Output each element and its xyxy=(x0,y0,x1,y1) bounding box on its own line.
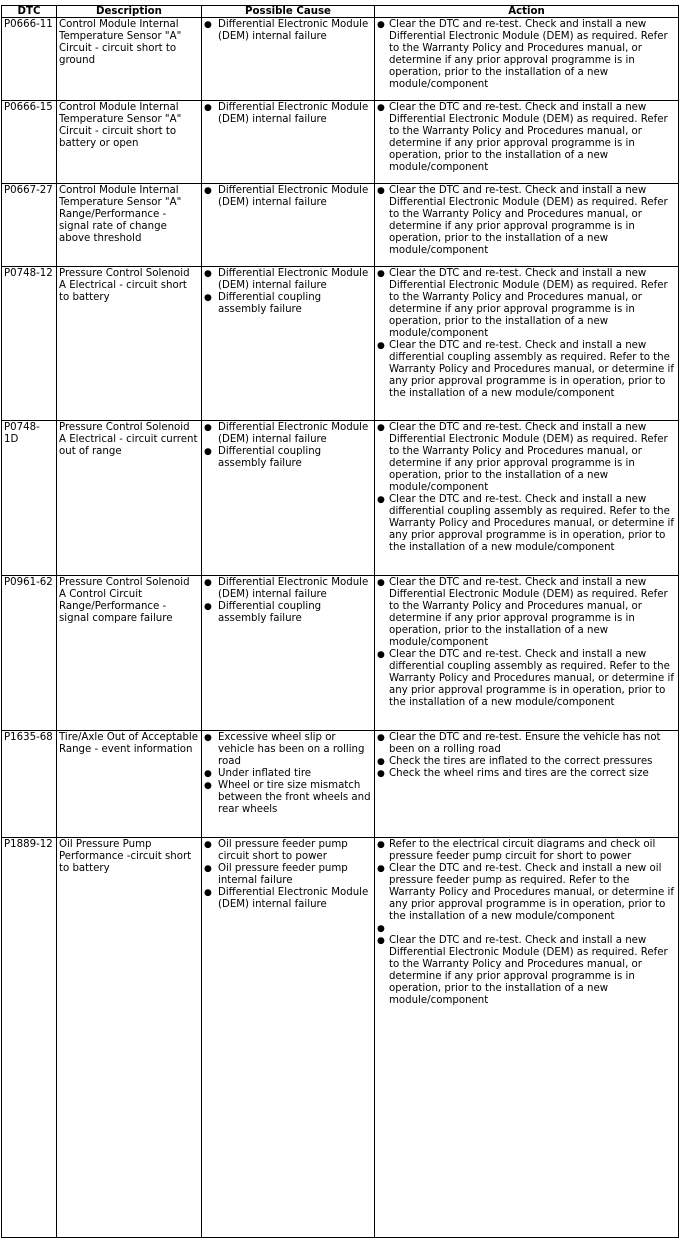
dtc-table xyxy=(1,5,679,1238)
header-row xyxy=(2,6,679,18)
action-item: ● Clear the DTC and re-test. Check and install a new differential coupling assembly as required. Refer to the Warranty Policy and Procedures manual, or determine if any prior approval programme is in operation, prior to the installation of a new module/component xyxy=(377,494,676,554)
action-item: ● Clear the DTC and re-test. Check and install a new Differential Electronic Module (DEM) as required. Refer to the Warranty Policy and Procedures manual, or determine if any prior approval programme is in operation, prior to the installation of a new module/component xyxy=(377,19,676,91)
cause-list xyxy=(204,732,372,816)
possible-cause-cell xyxy=(202,838,375,1238)
header-dtc: DTC xyxy=(2,6,57,18)
possible-cause-cell xyxy=(202,184,375,267)
cause-item: ● Differential Electronic Module (DEM) internal failure xyxy=(204,102,372,126)
action-item: ● Clear the DTC and re-test. Check and install a new Differential Electronic Module (DEM) as required. Refer to the Warranty Policy and Procedures manual, or determine if any prior approval programme is in operation, prior to the installation of a new module/component xyxy=(377,185,676,257)
cause-item: ● Wheel or tire size mismatch between the front wheels and rear wheels xyxy=(204,780,372,816)
possible-cause-cell xyxy=(202,421,375,576)
cause-item: ● Oil pressure feeder pump internal failure xyxy=(204,863,372,887)
action-list xyxy=(377,19,676,91)
cause-item: ● Oil pressure feeder pump circuit short to power xyxy=(204,839,372,863)
action-item: ● Clear the DTC and re-test. Check and install a new differential coupling assembly as required. Refer to the Warranty Policy and Procedures manual, or determine if any prior approval programme is in operation, prior to the installation of a new module/component xyxy=(377,340,676,400)
dtc-code: P1889-12 xyxy=(2,838,57,1238)
action-item: ● Clear the DTC and re-test. Check and install a new oil pressure feeder pump as required. Refer to the Warranty Policy and Procedures manual, or determine if any prior approval programme is in operation, prior to the installation of a new module/component xyxy=(377,863,676,923)
action-item: ● Check the wheel rims and tires are the correct size xyxy=(377,768,676,780)
table-row xyxy=(2,101,679,184)
table-row xyxy=(2,18,679,101)
cause-item: ● Differential Electronic Module (DEM) internal failure xyxy=(204,577,372,601)
action-item: ● Clear the DTC and re-test. Check and install a new Differential Electronic Module (DEM) as required. Refer to the Warranty Policy and Procedures manual, or determine if any prior approval programme is in operation, prior to the installation of a new module/component xyxy=(377,935,676,1007)
table-body xyxy=(2,18,679,1238)
action-cell xyxy=(375,101,679,184)
action-cell xyxy=(375,184,679,267)
action-item: ● Clear the DTC and re-test. Check and install a new differential coupling assembly as required. Refer to the Warranty Policy and Procedures manual, or determine if any prior approval programme is in operation, prior to the installation of a new module/component xyxy=(377,649,676,709)
action-item: ● Clear the DTC and re-test. Check and install a new Differential Electronic Module (DEM) as required. Refer to the Warranty Policy and Procedures manual, or determine if any prior approval programme is in operation, prior to the installation of a new module/component xyxy=(377,102,676,174)
table-row xyxy=(2,731,679,838)
action-list xyxy=(377,268,676,400)
table-row xyxy=(2,267,679,421)
dtc-description: Control Module Internal Temperature Sensor "A" Circuit - circuit short to battery or open xyxy=(57,101,202,184)
dtc-code: P0666-15 xyxy=(2,101,57,184)
dtc-description: Tire/Axle Out of Acceptable Range - event information xyxy=(57,731,202,838)
dtc-description: Pressure Control Solenoid A Electrical - circuit short to battery xyxy=(57,267,202,421)
dtc-description: Control Module Internal Temperature Sensor "A" Circuit - circuit short to ground xyxy=(57,18,202,101)
action-list xyxy=(377,839,676,1007)
cause-item: ● Differential coupling assembly failure xyxy=(204,446,372,470)
table-row xyxy=(2,421,679,576)
possible-cause-cell xyxy=(202,731,375,838)
cause-list xyxy=(204,268,372,316)
possible-cause-cell xyxy=(202,267,375,421)
cause-item: ● Differential Electronic Module (DEM) internal failure xyxy=(204,268,372,292)
action-item: ● Clear the DTC and re-test. Check and install a new Differential Electronic Module (DEM) as required. Refer to the Warranty Policy and Procedures manual, or determine if any prior approval programme is in operation, prior to the installation of a new module/component xyxy=(377,422,676,494)
action-cell xyxy=(375,731,679,838)
cause-item: ● Differential Electronic Module (DEM) internal failure xyxy=(204,19,372,43)
action-cell xyxy=(375,18,679,101)
cause-list xyxy=(204,185,372,209)
cause-item: ● Differential coupling assembly failure xyxy=(204,601,372,625)
dtc-code: P0748-12 xyxy=(2,267,57,421)
action-item: ● Clear the DTC and re-test. Check and install a new Differential Electronic Module (DEM) as required. Refer to the Warranty Policy and Procedures manual, or determine if any prior approval programme is in operation, prior to the installation of a new module/component xyxy=(377,268,676,340)
dtc-code: P0666-11 xyxy=(2,18,57,101)
dtc-description: Pressure Control Solenoid A Control Circuit Range/Performance - signal compare failure xyxy=(57,576,202,731)
possible-cause-cell xyxy=(202,576,375,731)
cause-item: ● Under inflated tire xyxy=(204,768,372,780)
cause-list xyxy=(204,102,372,126)
dtc-code: P0961-62 xyxy=(2,576,57,731)
action-list xyxy=(377,732,676,780)
action-cell xyxy=(375,267,679,421)
action-list xyxy=(377,102,676,174)
cause-list xyxy=(204,577,372,625)
possible-cause-cell xyxy=(202,101,375,184)
dtc-description: Oil Pressure Pump Performance -circuit short to battery xyxy=(57,838,202,1238)
action-list xyxy=(377,185,676,257)
header-action: Action xyxy=(375,6,679,18)
table-row xyxy=(2,184,679,267)
action-item: ● Check the tires are inflated to the correct pressures xyxy=(377,756,676,768)
action-cell xyxy=(375,576,679,731)
dtc-code: P1635-68 xyxy=(2,731,57,838)
action-cell xyxy=(375,421,679,576)
cause-list xyxy=(204,422,372,470)
dtc-description: Control Module Internal Temperature Sensor "A" Range/Performance - signal rate of change above threshold xyxy=(57,184,202,267)
dtc-description: Pressure Control Solenoid A Electrical - circuit current out of range xyxy=(57,421,202,576)
action-item xyxy=(377,923,676,935)
action-item: ● Refer to the electrical circuit diagrams and check oil pressure feeder pump circuit for short to power xyxy=(377,839,676,863)
action-list xyxy=(377,422,676,554)
action-item: ● Clear the DTC and re-test. Ensure the vehicle has not been on a rolling road xyxy=(377,732,676,756)
cause-item: ● Differential coupling assembly failure xyxy=(204,292,372,316)
cause-item: ● Excessive wheel slip or vehicle has been on a rolling road xyxy=(204,732,372,768)
table-row xyxy=(2,576,679,731)
cause-item: ● Differential Electronic Module (DEM) internal failure xyxy=(204,185,372,209)
header-description: Description xyxy=(57,6,202,18)
header-cause: Possible Cause xyxy=(202,6,375,18)
cause-item: ● Differential Electronic Module (DEM) internal failure xyxy=(204,887,372,911)
possible-cause-cell xyxy=(202,18,375,101)
dtc-code: P0667-27 xyxy=(2,184,57,267)
action-item: ● Clear the DTC and re-test. Check and install a new Differential Electronic Module (DEM) as required. Refer to the Warranty Policy and Procedures manual, or determine if any prior approval programme is in operation, prior to the installation of a new module/component xyxy=(377,577,676,649)
dtc-code: P0748-1D xyxy=(2,421,57,576)
action-list xyxy=(377,577,676,709)
cause-list xyxy=(204,839,372,911)
cause-list xyxy=(204,19,372,43)
action-cell xyxy=(375,838,679,1238)
table-row xyxy=(2,838,679,1238)
cause-item: ● Differential Electronic Module (DEM) internal failure xyxy=(204,422,372,446)
